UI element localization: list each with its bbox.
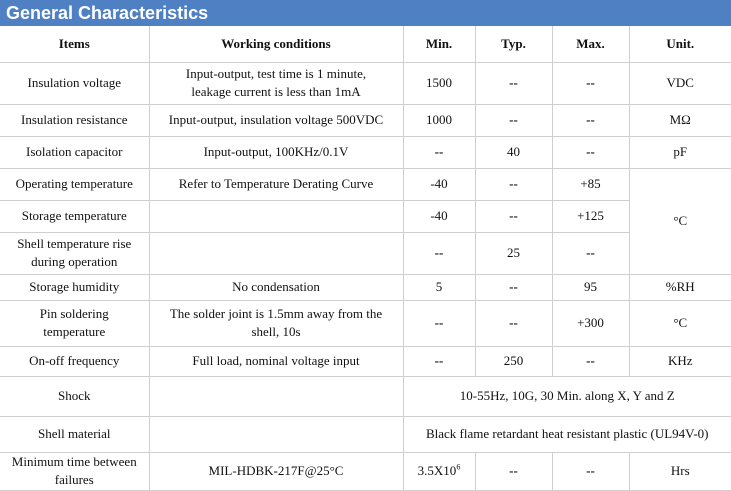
condition-cell: Full load, nominal voltage input (149, 346, 403, 376)
typ-cell: -- (475, 452, 552, 490)
typ-cell: -- (475, 200, 552, 232)
min-cell: -- (403, 232, 475, 274)
column-header: Working conditions (149, 26, 403, 62)
max-cell: +85 (552, 168, 629, 200)
min-cell: -- (403, 136, 475, 168)
unit-cell: °C (629, 168, 731, 274)
table-row (0, 274, 731, 300)
item-cell: Insulation voltage (0, 62, 149, 104)
item-cell: Shock (0, 376, 149, 416)
condition-cell: Input-output, insulation voltage 500VDC (149, 104, 403, 136)
min-cell: -40 (403, 168, 475, 200)
typ-cell: -- (475, 300, 552, 346)
min-cell: $3.5X10^6$ (403, 452, 475, 490)
spec-cell: Black flame retardant heat resistant plastic (UL94V-0) (403, 416, 731, 452)
condition-cell (149, 416, 403, 452)
min-cell: -- (403, 300, 475, 346)
table-row (0, 62, 731, 104)
typ-cell: -- (475, 104, 552, 136)
min-cell: 5 (403, 274, 475, 300)
min-cell: 1500 (403, 62, 475, 104)
table-row (0, 168, 731, 200)
table-row (0, 232, 731, 274)
unit-cell: MΩ (629, 104, 731, 136)
unit-cell: pF (629, 136, 731, 168)
min-cell: 1000 (403, 104, 475, 136)
item-cell: Shell temperature rise during operation (0, 232, 149, 274)
max-cell: +300 (552, 300, 629, 346)
typ-cell: 25 (475, 232, 552, 274)
condition-cell: No condensation (149, 274, 403, 300)
unit-cell: °C (629, 300, 731, 346)
condition-cell: Input-output, 100KHz/0.1V (149, 136, 403, 168)
typ-cell: -- (475, 168, 552, 200)
table-header-row (0, 26, 731, 62)
item-cell: Insulation resistance (0, 104, 149, 136)
table-row (0, 200, 731, 232)
table-row (0, 376, 731, 416)
section-title: General Characteristics (0, 0, 731, 26)
item-cell: Operating temperature (0, 168, 149, 200)
max-cell: -- (552, 452, 629, 490)
condition-cell: Refer to Temperature Derating Curve (149, 168, 403, 200)
max-cell: -- (552, 62, 629, 104)
max-cell: +125 (552, 200, 629, 232)
typ-cell: 250 (475, 346, 552, 376)
condition-cell (149, 232, 403, 274)
spec-cell: 10-55Hz, 10G, 30 Min. along X, Y and Z (403, 376, 731, 416)
table-row (0, 104, 731, 136)
unit-cell: Hrs (629, 452, 731, 490)
condition-cell (149, 376, 403, 416)
item-cell: On-off frequency (0, 346, 149, 376)
column-header: Typ. (475, 26, 552, 62)
unit-cell: %RH (629, 274, 731, 300)
condition-cell: Input-output, test time is 1 minute, leakage current is less than 1mA (149, 62, 403, 104)
column-header: Items (0, 26, 149, 62)
max-cell: 95 (552, 274, 629, 300)
max-cell: -- (552, 136, 629, 168)
typ-cell: 40 (475, 136, 552, 168)
item-cell: Isolation capacitor (0, 136, 149, 168)
min-cell: -40 (403, 200, 475, 232)
max-cell: -- (552, 232, 629, 274)
characteristics-table (0, 26, 731, 491)
condition-cell: MIL-HDBK-217F@25°C (149, 452, 403, 490)
item-cell: Minimum time between failures (0, 452, 149, 490)
column-header: Min. (403, 26, 475, 62)
item-cell: Pin soldering temperature (0, 300, 149, 346)
table-row (0, 136, 731, 168)
typ-cell: -- (475, 62, 552, 104)
item-cell: Storage humidity (0, 274, 149, 300)
table-row (0, 416, 731, 452)
max-cell: -- (552, 104, 629, 136)
item-cell: Shell material (0, 416, 149, 452)
max-cell: -- (552, 346, 629, 376)
item-cell: Storage temperature (0, 200, 149, 232)
typ-cell: -- (475, 274, 552, 300)
column-header: Unit. (629, 26, 731, 62)
table-row (0, 300, 731, 346)
condition-cell (149, 200, 403, 232)
table-row (0, 452, 731, 490)
column-header: Max. (552, 26, 629, 62)
min-cell: -- (403, 346, 475, 376)
unit-cell: KHz (629, 346, 731, 376)
table-row (0, 346, 731, 376)
condition-cell: The solder joint is 1.5mm away from the shell, 10s (149, 300, 403, 346)
unit-cell: VDC (629, 62, 731, 104)
